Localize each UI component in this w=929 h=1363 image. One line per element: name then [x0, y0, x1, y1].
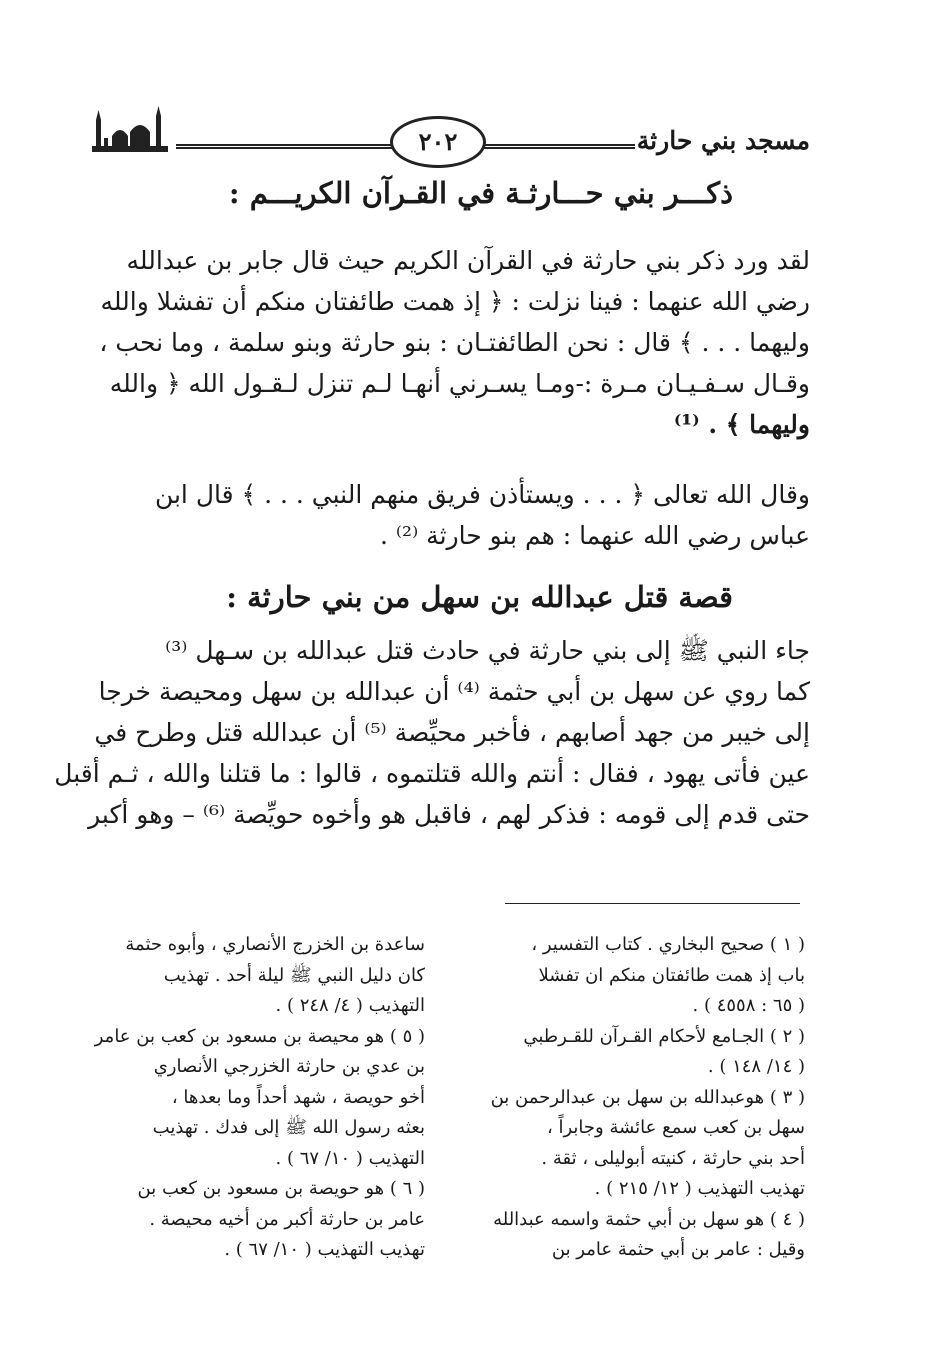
footnote-line: تهذيب التهذيب ( ١٠/ ٦٧ ) .	[224, 1239, 425, 1260]
text-line: لقد ورد ذكر بني حارثة في القرآن الكريم حيث قال جابر بن عبدالله	[126, 246, 810, 275]
footnote-line: وقيل : عامر بن أبي حثمة عامر بن	[551, 1239, 805, 1260]
footnotes-right-column	[465, 930, 805, 1266]
text-line: وليهما . . . ﴾ قال : نحن الطائفتـان : بنو حارثة وبنو سلمة ، وما نحب ،	[99, 328, 810, 357]
footnote-line: أحد بني حارثة ، كنيته أبوليلى ، ثقة .	[541, 1147, 805, 1169]
footnote-line: بعثه رسول الله ﷺ إلى فدك . تهذيب	[152, 1117, 425, 1138]
footnote-line: التهذيب ( ٤/ ٢٤٨ ) .	[275, 995, 425, 1016]
text-line: جاء النبي ﷺ إلى بني حارثة في حادث قتل عبدالله بن سـهل ⁽³⁾	[165, 636, 810, 665]
footnote-line: أخو حويصة ، شهد أحداً وما بعدها ،	[171, 1086, 425, 1108]
section-heading-story: قصة قتل عبدالله بن سهل من بني حارثة :	[226, 580, 733, 614]
footnote-line: باب إذ همت طائفتان منكم ان تفشلا	[538, 964, 805, 986]
footnote-line: ( ٣ ) هوعبدالله بن سهل بن عبدالرحمن بن	[490, 1086, 805, 1108]
paragraph-story	[54, 630, 810, 835]
footnote-line: التهذيب ( ١٠/ ٦٧ ) .	[275, 1147, 425, 1169]
text-line: عباس رضي الله عنهما : هم بنو حارثة ⁽²⁾ .	[380, 521, 810, 550]
running-title: مسجد بني حارثة	[636, 126, 810, 155]
text-line: كما روي عن سهل بن أبي حثمة ⁽⁴⁾ أن عبدالله بن سهل ومحيصة خرجا	[98, 677, 810, 706]
paragraph-ibn-abbas	[90, 474, 810, 556]
footnote-line: ( ٢ ) الجـامع لأحكام القـرآن للقـرطبي	[523, 1025, 805, 1047]
text-line: وليهما ﴾ . ⁽¹⁾	[673, 410, 810, 439]
footnote-line: ( ٦٥ : ٤٥٥٨ ) .	[692, 995, 805, 1016]
page-header	[90, 98, 810, 160]
text-line: وقال الله تعالى ﴿ . . . ويستأذن فريق منهم النبي . . . ﴾ قال ابن	[154, 480, 810, 509]
footnote-line: ( ١ ) صحيح البخاري . كتاب التفسير ،	[531, 934, 805, 955]
footnote-line: ( ١٤/ ١٤٨ ) .	[707, 1056, 805, 1077]
footnote-line: تهذيب التهذيب ( ١٢/ ٢١٥ ) .	[594, 1178, 805, 1199]
mosque-silhouette-icon	[90, 106, 170, 154]
footnote-line: ( ٤ ) هو سهل بن أبي حثمة واسمه عبدالله	[493, 1208, 805, 1230]
footnote-line: عامر بن حارثة أكبر من أخيه محيصة .	[149, 1208, 425, 1230]
text-line: رضي الله عنهما : فينا نزلت : ﴿ إذ همت طائفتان منكم أن تفشلا والله	[100, 287, 810, 316]
footnote-separator	[505, 903, 800, 904]
page-number: ٢٠٢	[390, 116, 486, 168]
paragraph-quran-mention	[90, 240, 810, 445]
section-heading-quran: ذكـــر بني حـــارثـة في القـرآن الكريـــم :	[228, 176, 733, 210]
footnote-line: كان دليل النبي ﷺ ليلة أحد . تهذيب	[163, 964, 425, 986]
text-line: وقـال سـفـيـان مـرة :-ومـا يسـرني أنهـا لـم تنزل لـقـول الله ﴿ والله	[109, 369, 810, 398]
footnote-line: سهل بن كعب سمع عائشة وجابراً ،	[546, 1117, 805, 1138]
footnote-line: ( ٦ ) هو حويصة بن مسعود بن كعب بن	[137, 1178, 425, 1199]
footnote-line: بن عدي بن حارثة الخزرجي الأنصاري	[153, 1056, 425, 1077]
header-rule-left	[176, 144, 390, 149]
footnote-line: ساعدة بن الخزرج الأنصاري ، وأبوه حثمة	[125, 934, 425, 955]
text-line: عين فأتى يهود ، فقال : أنتم والله قتلتموه ، قالوا : ما قتلنا والله ، ثـم أقبل	[54, 759, 810, 788]
text-line: إلى خيبر من جهد أصابهم ، فأخبر محيِّصة ⁽⁵⁾ أن عبدالله قتل وطرح في	[94, 718, 810, 747]
footnote-line: ( ٥ ) هو محيصة بن مسعود بن كعب بن عامر	[94, 1025, 425, 1047]
footnotes-left-column	[85, 930, 425, 1266]
text-line: حتى قدم إلى قومه : فذكر لهم ، فاقبل هو وأخوه حويِّصة ⁽⁶⁾ – وهو أكبر	[88, 800, 810, 829]
